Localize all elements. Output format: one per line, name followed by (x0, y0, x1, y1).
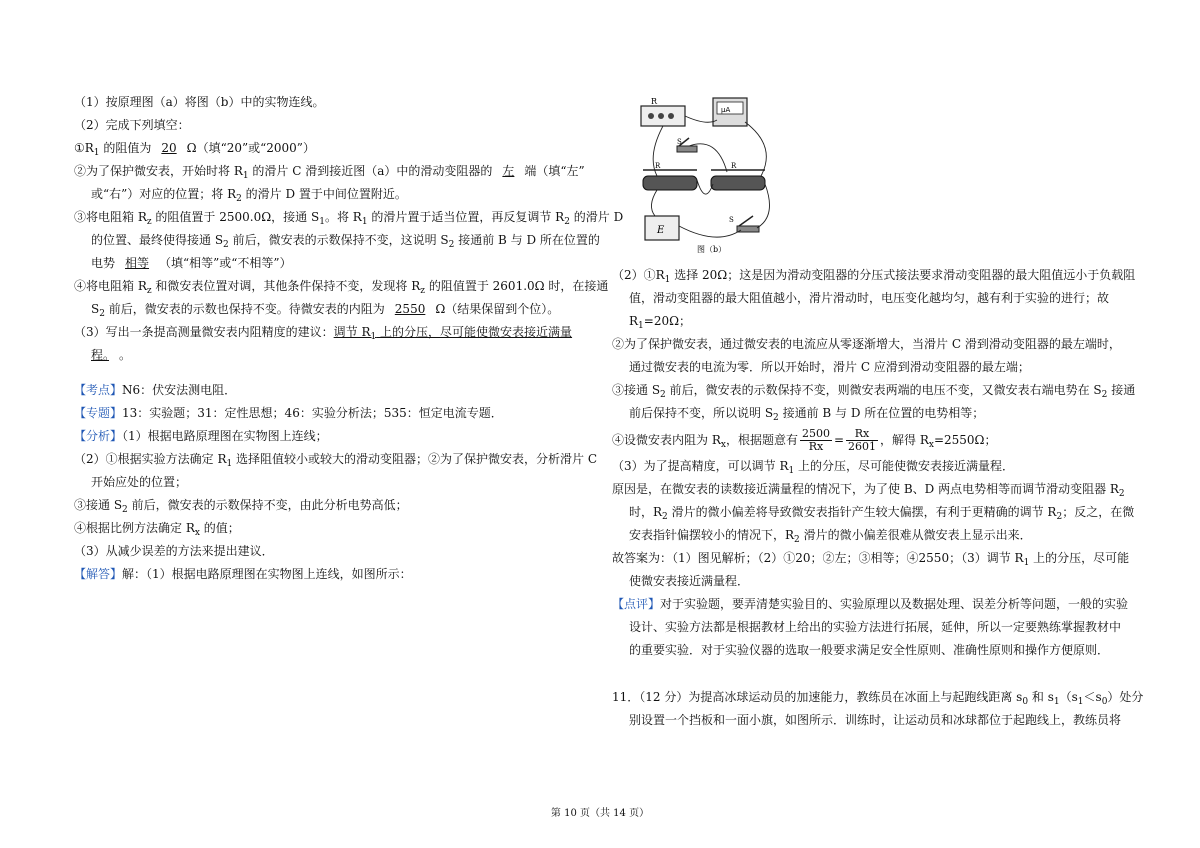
right-column (612, 264, 1144, 732)
text-line: ④将电阻箱 $R_z$ 和微安表位置对调，其他条件保持不变，发现将 $R_z$ 的阻值置于 2601.0Ω 时，在接通 (74, 279, 609, 296)
answer-blank: 20 (161, 141, 177, 155)
section-tag: 【分析】 (74, 429, 123, 443)
fraction: $\frac{Rx}{2601}$ (848, 427, 877, 453)
text-line: （3）写出一条提高测量微安表内阻精度的建议：调节 $R_1$ 上的分压，尽可能使微安表接近满量 (74, 325, 573, 342)
text-line: 的位置、最终使得接通 $S_2$ 前后，微安表的示数保持不变，这说明 $S_2$ 接通前 B 与 D 所在位置的 (91, 233, 600, 250)
text-line: $①R_1$ 的阻值为 20 Ω（填“20”或“2000”） (74, 141, 315, 158)
fraction: $\frac{2500}{Rx}$ (801, 427, 830, 453)
text-line: 通过微安表的电流为零．所以开始时，滑片 C 应滑到滑动变阻器的最左端； (629, 360, 1030, 374)
text-line: $S_2$ 前后，微安表的示数也保持不变。待微安表的内阻为 2550 Ω（结果保留到个位）。 (91, 302, 560, 319)
answer-blank: 调节 $R_1$ 上的分压，尽可能使微安表接近满量 (333, 325, 573, 342)
text-line: 电势 相等 （填“相等”或“不相等”） (91, 256, 292, 270)
text-line: 设计、实验方法都是根据教材上给出的实验方法进行拓展，延伸，所以一定要熟练掌握教材中 (629, 620, 1122, 634)
text-line: （1）按原理图（a）将图（b）中的实物连线。 (74, 95, 325, 109)
figure-caption: 图（b） (697, 245, 727, 254)
circuit-diagram (637, 96, 787, 256)
text-line: 值，滑动变阻器的最大阻值越小，滑片滑动时，电压变化越均匀，越有利于实验的进行；故 (629, 291, 1110, 305)
text-line: ③接通 $S_2$ 前后，微安表的示数保持不变，由此分析电势高低； (74, 498, 408, 515)
text-line: 【专题】13：实验题；31：定性思想；46：实验分析法；535：恒定电流专题． (74, 406, 503, 420)
label-rx: R (651, 97, 658, 106)
label-r1: R (655, 162, 661, 170)
text-line: 程。 。 (91, 348, 132, 362)
text-line: 【解答】解：（1）根据电路原理图在实物图上连线，如图所示： (74, 567, 412, 581)
answer-blank: 程。 (91, 348, 110, 362)
text-line: 【考点】N6：伏安法测电阻． (74, 383, 237, 397)
text-line: ②为了保护微安表，开始时将 $R_1$ 的滑片 C 滑到接近图（a）中的滑动变阻器的 左 端（填“左” (74, 164, 585, 181)
left-column (74, 91, 624, 586)
section-tag: 【专题】 (74, 406, 123, 420)
rheostat-r1 (643, 176, 697, 190)
text-line: $(2)①R_1$ 选择 20Ω；这是因为滑动变阻器的分压式接法要求滑动变阻器的最大阻值远小于负载阻 (612, 268, 1136, 285)
text-line: ④根据比例方法确定 $R_x$ 的值； (74, 521, 240, 538)
text-line: ②为了保护微安表，通过微安表的电流应从零逐渐增大，当滑片 C 滑到滑动变阻器的最左端时， (612, 337, 1121, 351)
text-line: （2）完成下列填空： (74, 118, 190, 132)
section-tag: 【考点】 (74, 383, 123, 397)
text-line: 【分析】（1）根据电路原理图在实物图上连线； (74, 429, 328, 443)
label-r2: R (731, 162, 737, 170)
text-line: （3）为了提高精度，可以调节 $R_1$ 上的分压，尽可能使微安表接近满量程． (612, 459, 1015, 476)
text-line: 开始应处的位置； (91, 475, 188, 489)
text-line: 使微安表接近满量程． (629, 574, 750, 588)
text-line: 11．（12 分）为提高冰球运动员的加速能力，教练员在冰面上与起跑线距离 $s_0$ 和 $s_1(s_1<s_0)$处分 (612, 690, 1144, 707)
text-line: ③将电阻箱 $R_z$ 的阻值置于 2500.0Ω，接通 $S_1$。将 $R_1$ 的滑片置于适当位置，再反复调节 $R_2$ 的滑片 D (74, 210, 624, 227)
text-line: 前后保持不变，所以说明 $S_2$ 接通前 B 与 D 所在位置的电势相等； (629, 406, 985, 423)
rheostat-r2 (711, 176, 765, 190)
answer-blank: 2550 (394, 302, 426, 316)
label-ua: μA (721, 106, 731, 114)
answer-blank: 相等 (125, 256, 150, 270)
text-line: 【点评】对于实验题，要弄清楚实验目的、实验原理以及数据处理、误差分析等问题，一般的实验 (612, 597, 1129, 611)
page-footer: 第 10 页（共 14 页） (550, 808, 650, 819)
label-e: E (657, 225, 665, 236)
label-s1: S (729, 216, 734, 224)
section-tag: 【解答】 (74, 567, 123, 581)
text-line: ③接通 $S_2$ 前后，微安表的示数保持不变，则微安表两端的电压不变，又微安表右端电势在 $S_2$ 接通 (612, 383, 1136, 400)
text-line: 原因是，在微安表的读数接近满量程的情况下，为了使 B、D 两点电势相等而调节滑动变阻器 $R_2$ (612, 482, 1125, 499)
text-line: ④设微安表内阻为 $R_x$，根据题意有 $\frac{2500}{Rx}$ = $\frac{Rx}{2601}$ ，解得 $R_x=2550\Omega$； (612, 427, 997, 453)
text-line: 或“右”）对应的位置；将 $R_2$ 的滑片 D 置于中间位置附近。 (91, 187, 407, 204)
text-line: 别设置一个挡板和一面小旗，如图所示．训练时，让运动员和冰球都位于起跑线上，教练员将 (629, 713, 1122, 727)
text-line: $R_1=20\Omega$； (629, 314, 692, 331)
text-line: 故答案为：（1）图见解析；（2）①20；②左；③相等；④2550；（3）调节 $R_1$ 上的分压，尽可能 (612, 551, 1130, 568)
text-line: （3）从减少误差的方法来提出建议． (74, 544, 274, 558)
label-s2: S (677, 138, 682, 146)
text-line: 安表指针偏摆较小的情况下，$R_2$ 滑片的微小偏差很难从微安表上显示出来． (629, 528, 1032, 545)
circuit-figure-b (637, 96, 787, 256)
text-line: （2）①根据实验方法确定 $R_1$ 选择阻值较小或较大的滑动变阻器；②为了保护微安表，分析滑片 C (74, 452, 598, 469)
text-line: 时，$R_2$ 滑片的微小偏差将导致微安表指针产生较大偏摆，有利于更精确的调节 $R_2$；反之，在微 (629, 505, 1135, 522)
section-tag: 【点评】 (612, 597, 661, 611)
text-line: 的重要实验．对于实验仪器的选取一般要求满足安全性原则、准确性原则和操作方便原则． (629, 643, 1110, 657)
answer-blank: 左 (502, 164, 515, 178)
